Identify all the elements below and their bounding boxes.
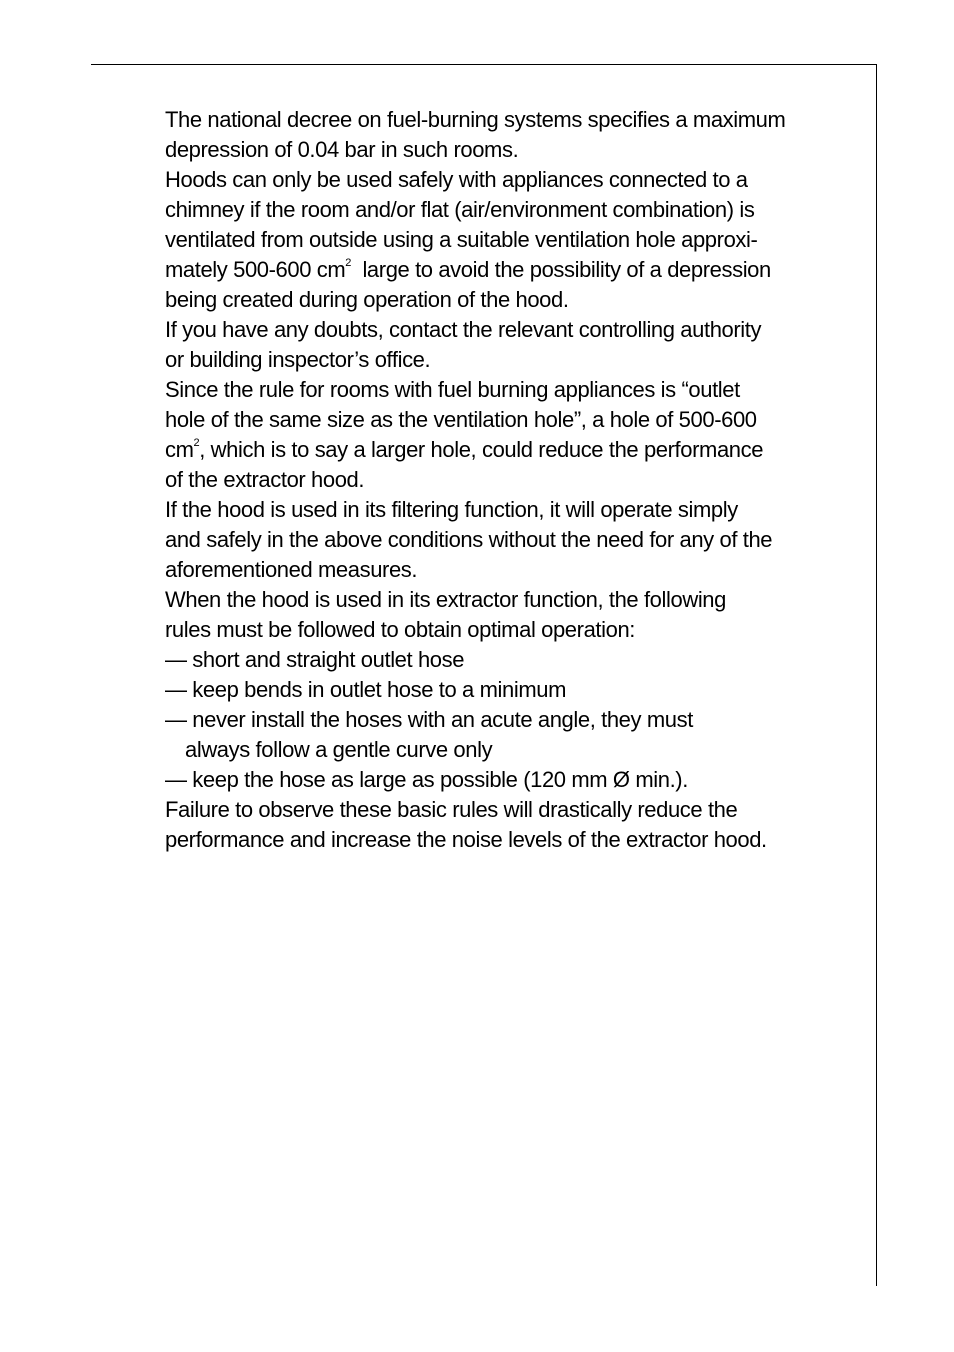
text-line: Hoods can only be used safely with appliances connected to a: [165, 167, 748, 192]
text-line: ventilated from outside using a suitable ventilation hole approxi-: [165, 227, 758, 252]
text-segment: mately 500-600 cm: [165, 257, 346, 282]
right-margin-rule: [876, 64, 877, 1286]
text-line: depression of 0.04 bar in such rooms.: [165, 137, 519, 162]
text-line: rules must be followed to obtain optimal operation:: [165, 617, 635, 642]
text-segment: cm: [165, 437, 194, 462]
text-line: [165, 435, 855, 465]
text-segment: , which is to say a larger hole, could reduce the performance: [199, 437, 764, 462]
text-line: — keep the hose as large as possible (120 mm Ø min.).: [165, 767, 688, 792]
text-line: — keep bends in outlet hose to a minimum: [165, 677, 567, 702]
text-line: chimney if the room and/or flat (air/environment combination) is: [165, 197, 755, 222]
text-line: [165, 255, 855, 285]
text-line: — never install the hoses with an acute angle, they must: [165, 707, 693, 732]
top-rule: [91, 64, 877, 65]
text-line: Since the rule for rooms with fuel burning appliances is “outlet: [165, 377, 740, 402]
text-line: and safely in the above conditions without the need for any of the: [165, 527, 773, 552]
superscript: 2: [345, 256, 352, 269]
body-text: [165, 105, 855, 855]
text-line: aforementioned measures.: [165, 557, 418, 582]
text-line: of the extractor hood.: [165, 467, 365, 492]
text-line: The national decree on fuel-burning systems specifies a maximum: [165, 107, 786, 132]
text-line: If you have any doubts, contact the relevant controlling authority: [165, 317, 762, 342]
text-line: When the hood is used in its extractor function, the following: [165, 587, 726, 612]
superscript: 2: [193, 436, 200, 449]
text-line: or building inspector’s office.: [165, 347, 431, 372]
text-line: If the hood is used in its filtering function, it will operate simply: [165, 497, 738, 522]
text-line: hole of the same size as the ventilation hole”, a hole of 500-600: [165, 407, 757, 432]
text-line: Failure to observe these basic rules will drastically reduce the: [165, 797, 738, 822]
text-line: always follow a gentle curve only: [185, 737, 493, 762]
text-line: — short and straight outlet hose: [165, 647, 465, 672]
text-line: performance and increase the noise levels of the extractor hood.: [165, 827, 767, 852]
text-line: being created during operation of the hood.: [165, 287, 569, 312]
text-segment: large to avoid the possibility of a depression: [351, 257, 771, 282]
